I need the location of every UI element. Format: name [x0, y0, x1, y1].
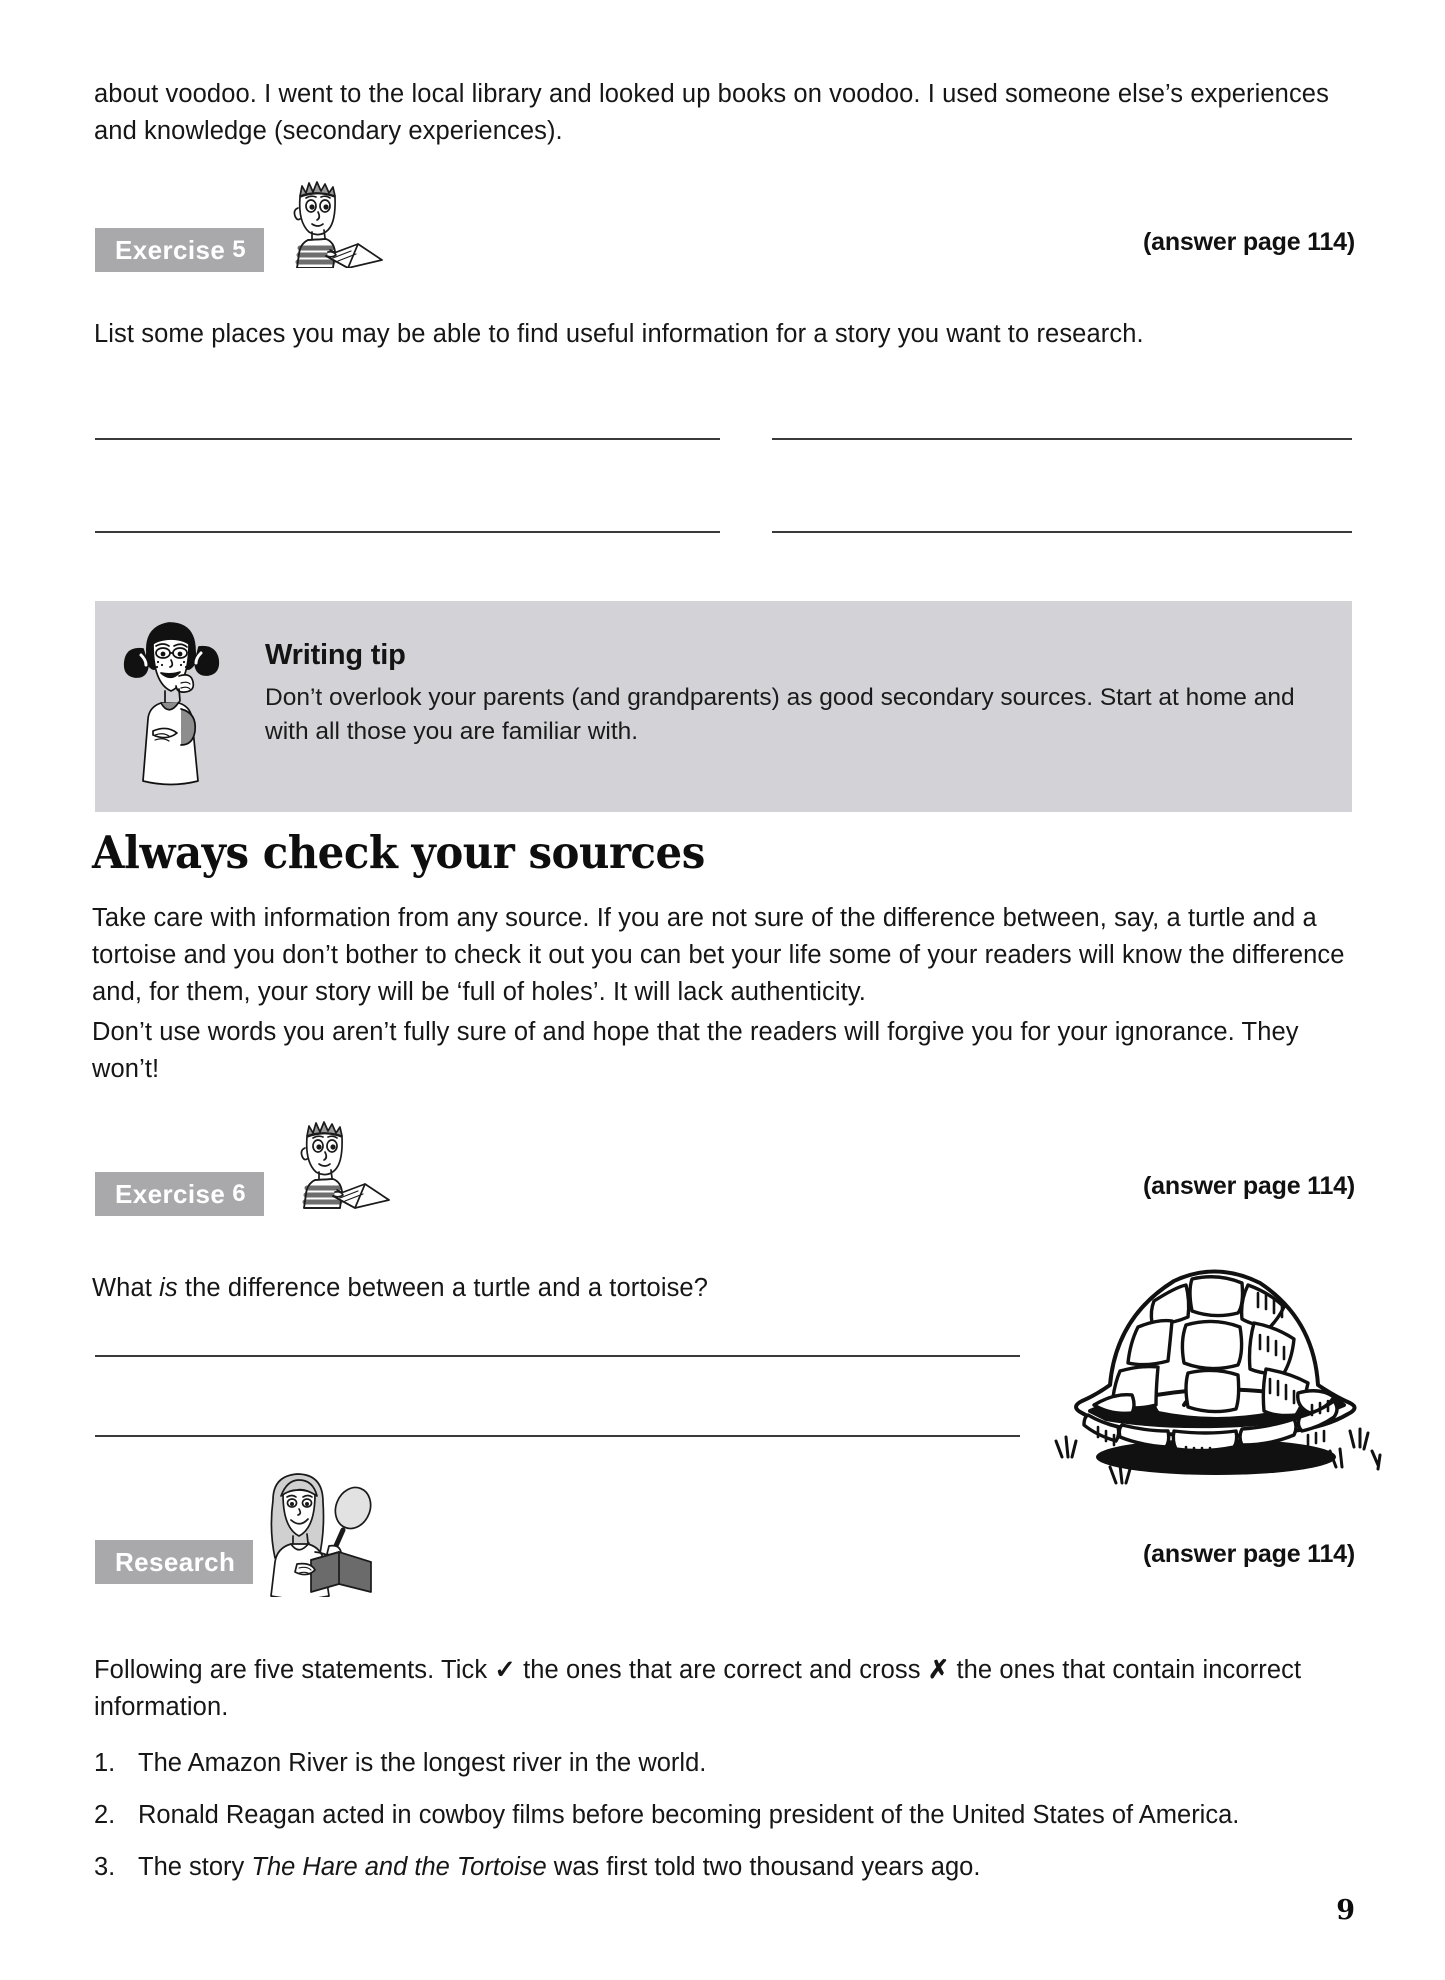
exercise-6-prompt — [92, 1270, 992, 1307]
section-heading: Always check your sources — [92, 826, 705, 879]
exercise-5-prompt: List some places you may be able to find useful information for a story you want to research. — [94, 320, 1144, 348]
exercise-6-answer-line-2[interactable] — [95, 1435, 1020, 1437]
exercise-6-badge-label: Exercise — [115, 1179, 226, 1209]
tortoise-icon — [1046, 1245, 1386, 1495]
research-instruction-part3: the ones that contain incorrect information. — [94, 1656, 1302, 1721]
exercise-6-prompt-italic: is — [159, 1274, 178, 1302]
research-statement-list — [94, 1745, 1384, 1901]
boy-reading-book-icon — [278, 178, 388, 268]
exercise-5-badge-number: 5 — [232, 236, 246, 263]
tick-icon: ✓ — [494, 1656, 516, 1684]
intro-paragraph: about voodoo. I went to the local library and looked up books on voodoo. I used someone else’s experiences and knowledge (secondary experiences). — [94, 80, 1329, 145]
research-badge — [95, 1540, 253, 1584]
exercise-5-answer-line-3[interactable] — [95, 531, 720, 533]
list-item — [94, 1849, 1384, 1885]
girl-with-magnifier-and-book-icon — [253, 1472, 383, 1597]
girl-with-pigtails-icon — [117, 613, 227, 798]
list-item-text-before: The story — [138, 1853, 252, 1881]
research-instruction — [94, 1652, 1379, 1726]
writing-tip-title: Writing tip — [265, 639, 406, 671]
section-paragraph-2: Don’t use words you aren’t fully sure of and hope that the readers will forgive you for your ignorance. They won’t! — [92, 1018, 1299, 1083]
research-badge-label: Research — [115, 1547, 236, 1577]
exercise-5-answer-line-1[interactable] — [95, 438, 720, 440]
exercise-5-answer-line-2[interactable] — [772, 438, 1352, 440]
exercise-6-prompt-after: the difference between a turtle and a tortoise? — [177, 1274, 708, 1302]
exercise-6-answer-line-1[interactable] — [95, 1355, 1020, 1357]
exercise-5-answer-line-4[interactable] — [772, 531, 1352, 533]
list-item-text: The Amazon River is the longest river in the world. — [138, 1749, 707, 1777]
list-item — [94, 1745, 1384, 1781]
writing-tip-box — [95, 601, 1352, 812]
exercise-6-prompt-before: What — [92, 1274, 160, 1302]
exercise-5-badge — [95, 228, 264, 272]
exercise-5-badge-label: Exercise — [115, 235, 226, 265]
list-item-number: 3. — [94, 1853, 116, 1881]
exercise-6-badge-number: 6 — [232, 1180, 246, 1207]
research-instruction-part2: the ones that are correct and cross — [515, 1656, 928, 1684]
boy-reading-book-icon — [285, 1118, 395, 1210]
exercise-5-answer-ref: (answer page 114) — [1143, 228, 1355, 256]
section-paragraph-1: Take care with information from any source. If you are not sure of the difference between, say, a turtle and a tortoise and you don’t bother to check it out you can bet your life some of your readers will know the difference and, for them, your story will be ‘full of holes’. It will lack authenticity. — [92, 904, 1345, 1006]
writing-tip-body: Don’t overlook your parents (and grandparents) as good secondary sources. Start at home and with all those you are familiar with. — [265, 684, 1295, 745]
list-item-number: 2. — [94, 1801, 116, 1829]
exercise-6-badge — [95, 1172, 264, 1216]
page-number: 9 — [1336, 1895, 1355, 1926]
exercise-6-answer-ref: (answer page 114) — [1143, 1172, 1355, 1200]
list-item-text-italic: The Hare and the Tortoise — [251, 1853, 547, 1881]
list-item-number: 1. — [94, 1749, 116, 1777]
list-item-text: Ronald Reagan acted in cowboy films before becoming president of the United States of America. — [138, 1801, 1240, 1829]
list-item — [94, 1797, 1384, 1833]
cross-icon: ✗ — [927, 1656, 950, 1684]
research-instruction-part1: Following are five statements. Tick — [94, 1656, 495, 1684]
list-item-text-after: was first told two thousand years ago. — [546, 1853, 981, 1881]
research-answer-ref: (answer page 114) — [1143, 1540, 1355, 1568]
